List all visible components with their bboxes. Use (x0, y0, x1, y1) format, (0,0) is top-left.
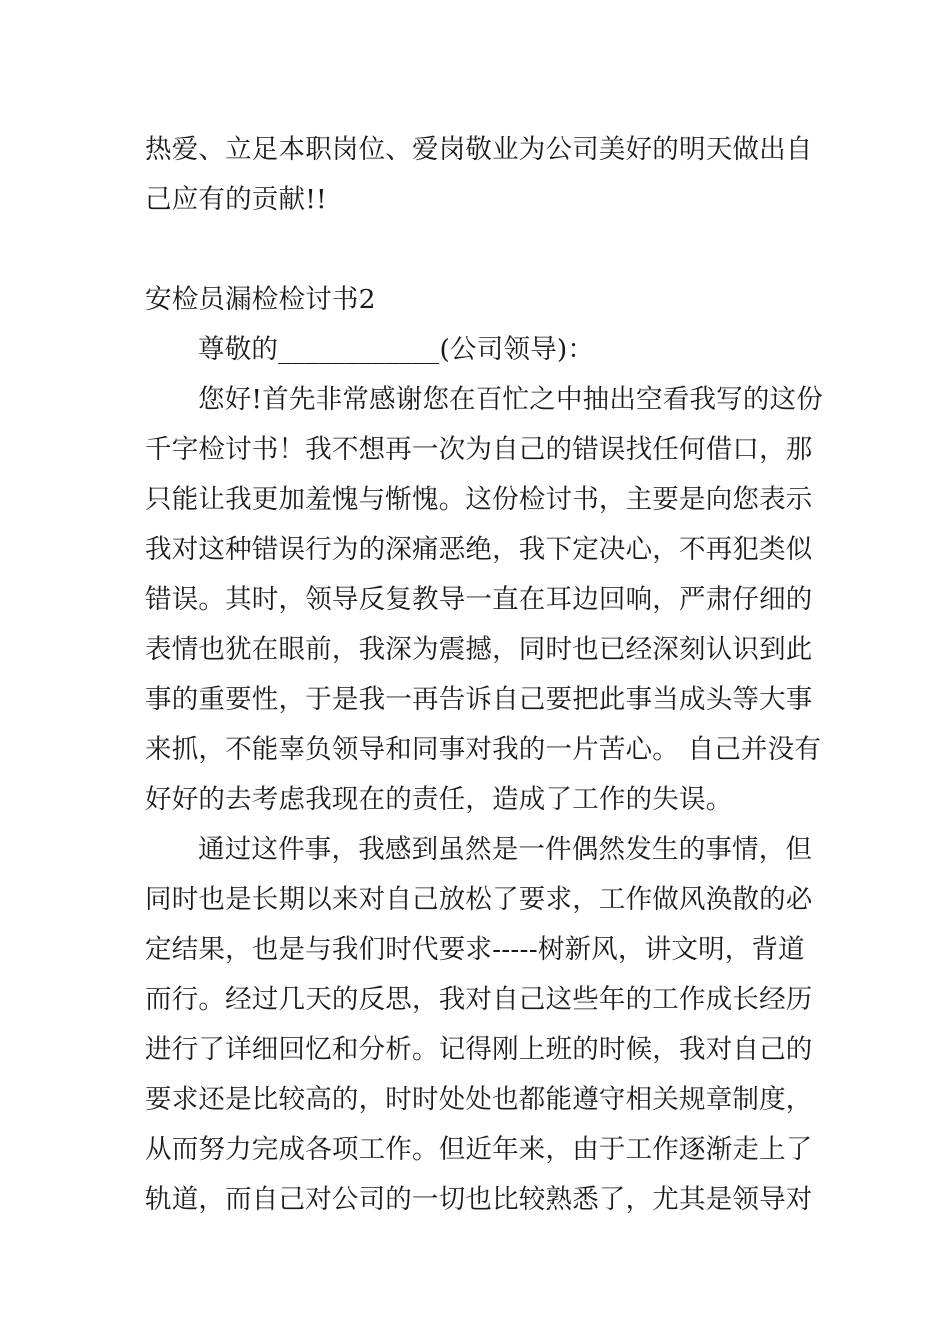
text-line: 己应有的贡献!! (145, 184, 327, 215)
text-line: 定结果，也是与我们时代要求-----树新风，讲文明，背道 (145, 934, 805, 965)
text-line: 进行了详细回忆和分析。记得刚上班的时候，我对自己的 (145, 1034, 813, 1065)
text-line: 错误。其时，领导反复教导一直在耳边回响，严肃仔细的 (145, 584, 813, 615)
paragraph-first-line: 您好!首先非常感谢您在百忙之中抽出空看我写的这份 (198, 384, 823, 415)
text-line: 而行。经过几天的反思，我对自己这些年的工作成长经历 (145, 984, 813, 1015)
text-line: 表情也犹在眼前，我深为震撼，同时也已经深刻认识到此 (145, 634, 813, 665)
text-line: 好好的去考虑我现在的责任，造成了工作的失误。 (145, 784, 733, 815)
text-line: 我对这种错误行为的深痛恶绝，我下定决心，不再犯类似 (145, 534, 813, 565)
text-line: 同时也是长期以来对自己放松了要求，工作做风涣散的必 (145, 884, 813, 915)
text-line: 要求还是比较高的，时时处处也都能遵守相关规章制度， (145, 1084, 813, 1115)
text-line: 热爱、立足本职岗位、爱岗敬业为公司美好的明天做出自 (145, 134, 813, 165)
text-line: 来抓，不能辜负领导和同事对我的一片苦心。 自己并没有 (145, 734, 822, 765)
text-line: 轨道，而自己对公司的一切也比较熟悉了，尤其是领导对 (145, 1184, 813, 1215)
section-title: 安检员漏检检讨书2 (145, 284, 376, 315)
text-line: 从而努力完成各项工作。但近年来，由于工作逐渐走上了 (145, 1134, 813, 1165)
text-line: 只能让我更加羞愧与惭愧。这份检讨书，主要是向您表示 (145, 484, 813, 515)
text-line: 事的重要性，于是我一再告诉自己要把此事当成头等大事 (145, 684, 813, 715)
paragraph-first-line: 通过这件事，我感到虽然是一件偶然发生的事情，但 (198, 834, 813, 865)
text-line: 千字检讨书！我不想再一次为自己的错误找任何借口，那 (145, 434, 813, 465)
salutation: 尊敬的____________(公司领导)： (198, 334, 595, 365)
